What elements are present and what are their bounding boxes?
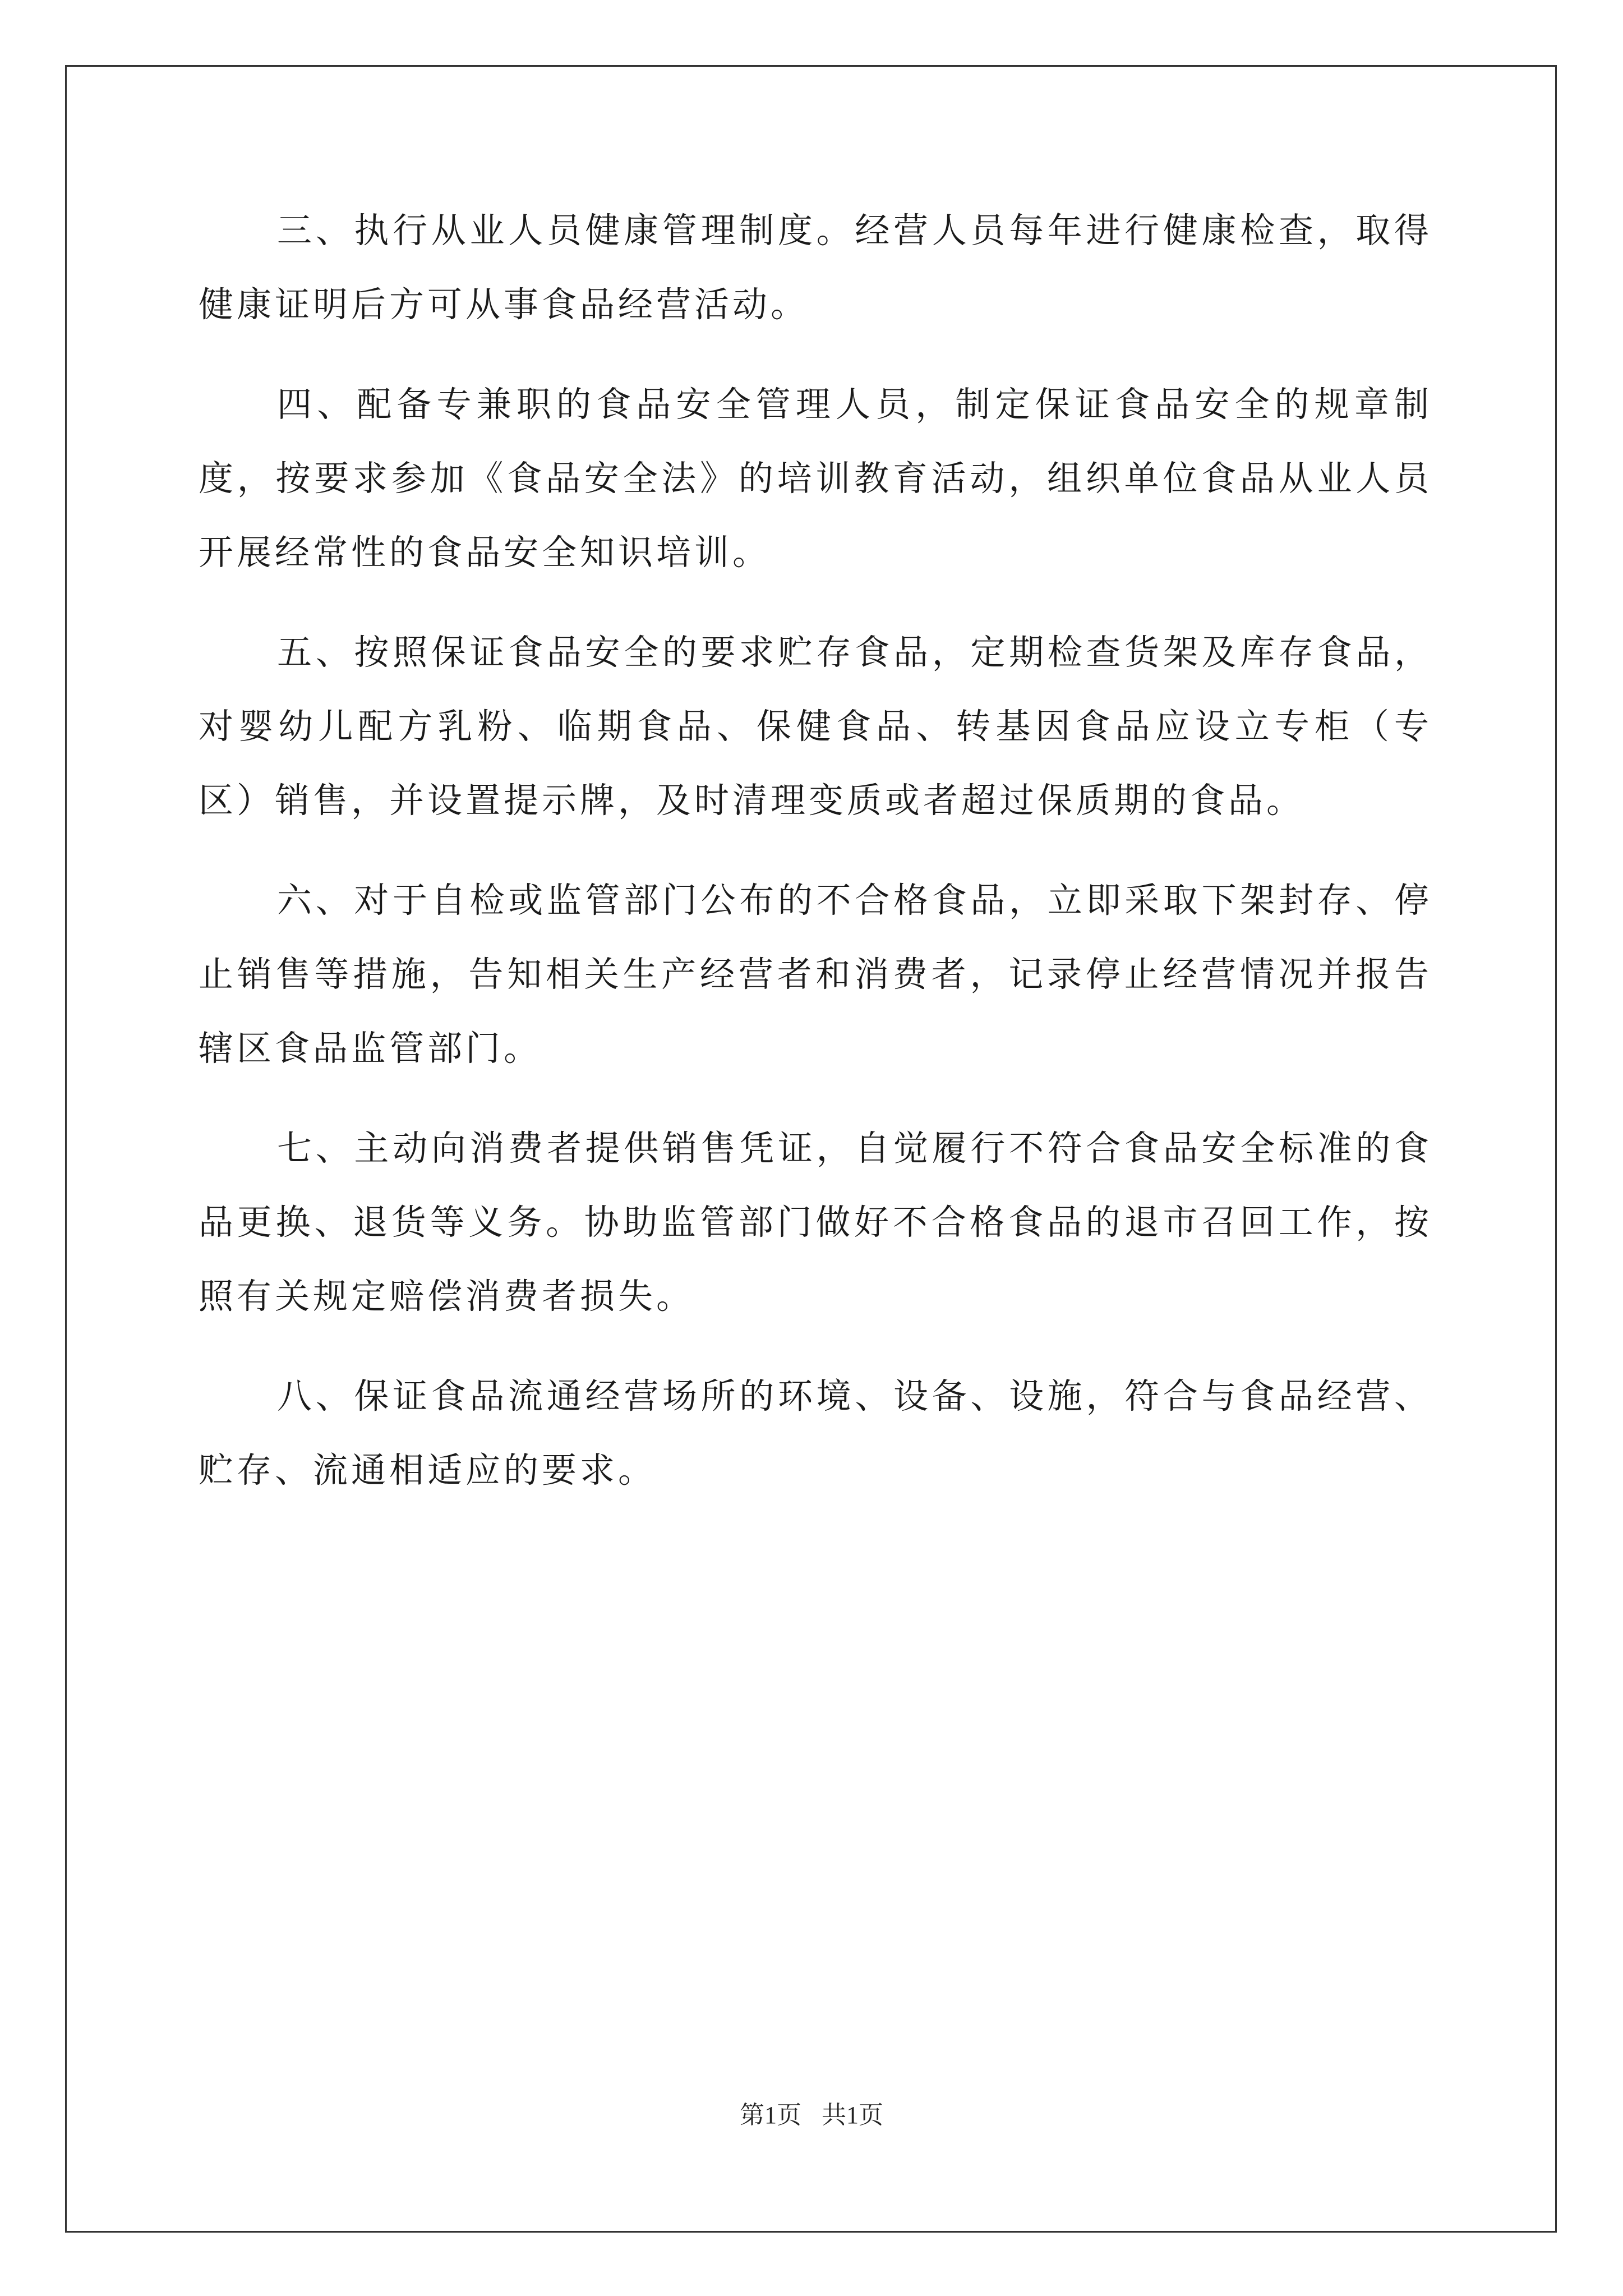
page-number: 第1页 (740, 2101, 801, 2129)
document-body (199, 194, 1432, 1533)
paragraph-5: 五、按照保证食品安全的要求贮存食品，定期检查货架及库存食品，对婴幼儿配方乳粉、临期食品、保健食品、转基因食品应设立专柜（专区）销售，并设置提示牌，及时清理变质或者超过保质期的食品。 (199, 632, 1432, 821)
paragraph-4: 四、配备专兼职的食品安全管理人员，制定保证食品安全的规章制度，按要求参加《食品安全法》的培训教育活动，组织单位食品从业人员开展经常性的食品安全知识培训。 (199, 384, 1432, 573)
paragraph-6: 六、对于自检或监管部门公布的不合格食品，立即采取下架封存、停止销售等措施，告知相关生产经营者和消费者，记录停止经营情况并报告辖区食品监管部门。 (199, 880, 1432, 1069)
paragraph-7: 七、主动向消费者提供销售凭证，自觉履行不符合食品安全标准的食品更换、退货等义务。协助监管部门做好不合格食品的退市召回工作，按照有关规定赔偿消费者损失。 (199, 1128, 1432, 1317)
paragraph-3: 三、执行从业人员健康管理制度。经营人员每年进行健康检查，取得健康证明后方可从事食品经营活动。 (199, 210, 1432, 325)
paragraph-8: 八、保证食品流通经营场所的环境、设备、设施，符合与食品经营、贮存、流通相适应的要求。 (199, 1375, 1432, 1490)
page-footer (0, 2095, 1623, 2131)
total-pages: 共1页 (822, 2101, 883, 2129)
